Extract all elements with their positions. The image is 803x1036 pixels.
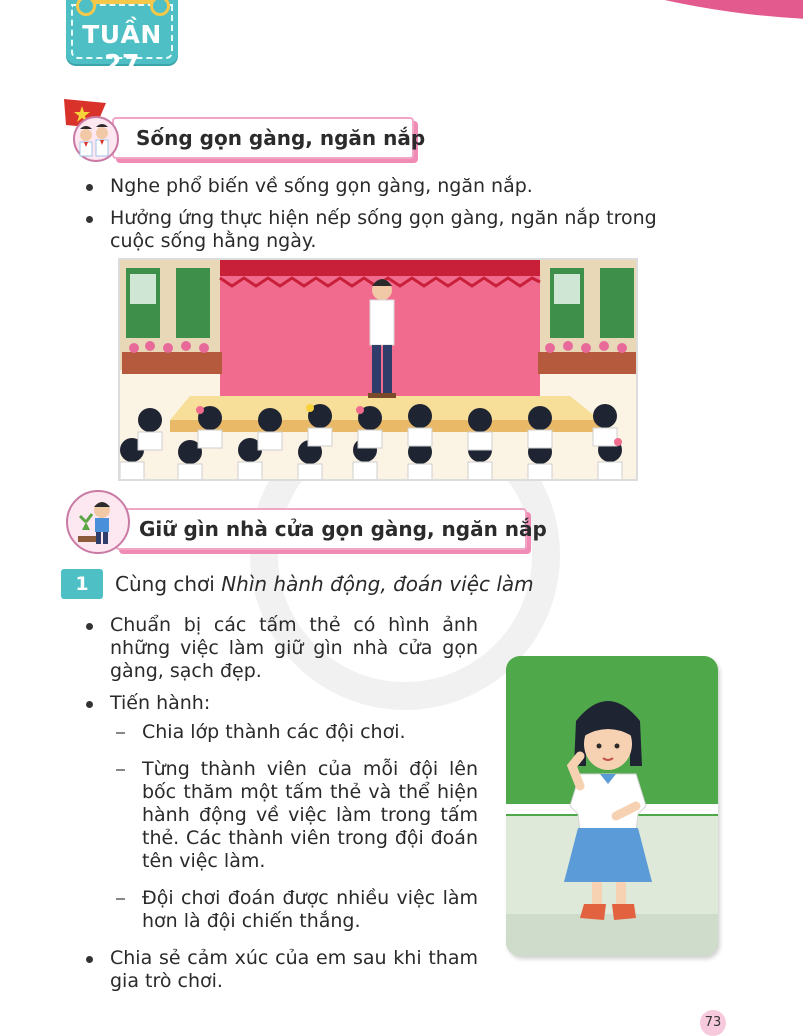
page-number: 73 <box>700 1010 726 1036</box>
week-tag <box>66 0 178 78</box>
bullet-item-proceed <box>80 692 478 933</box>
proceed-label: Tiến hành: <box>110 692 211 714</box>
section-1-banner <box>112 117 426 159</box>
section-2-title: Giữ gìn nhà cửa gọn gàng, ngăn nắp <box>139 517 547 541</box>
section-1-bullets <box>80 175 660 262</box>
bullet-item: Nghe phổ biến về sống gọn gàng, ngăn nắp. <box>80 175 660 198</box>
stage-illustration <box>118 258 638 481</box>
steps-list <box>110 721 478 933</box>
step-item: Chia lớp thành các đội chơi. <box>110 721 478 744</box>
activity-game-name: Nhìn hành động, đoán việc làm <box>221 572 534 596</box>
section-1-title: Sống gọn gàng, ngăn nắp <box>136 126 426 150</box>
step-item: Từng thành viên của mỗi đội lên bốc thăm một tấm thẻ và thể hiện hành động về việc làm trong tấm thẻ. Các thành viên trong đội đoán tên việc làm. <box>110 758 478 873</box>
girl-acting-illustration <box>506 656 718 956</box>
activity-title <box>115 572 534 596</box>
bullet-item: Hưởng ứng thực hiện nếp sống gọn gàng, ngăn nắp trong cuộc sống hằng ngày. <box>80 207 660 253</box>
step-item: Đội chơi đoán được nhiều việc làm hơn là đội chiến thắng. <box>110 887 478 933</box>
bullet-item: Chuẩn bị các tấm thẻ có hình ảnh những việc làm giữ gìn nhà cửa gọn gàng, sạch đẹp. <box>80 614 478 683</box>
section-2-banner <box>115 508 547 550</box>
bullet-item: Chia sẻ cảm xúc của em sau khi tham gia trò chơi. <box>80 947 478 993</box>
activity-bullets <box>80 614 478 1002</box>
week-title: TUẦN 27 <box>82 20 162 78</box>
activity-number-badge: 1 <box>61 569 103 599</box>
flag-salute-icon <box>60 95 132 163</box>
boy-planting-icon <box>66 490 130 554</box>
activity-title-prefix: Cùng chơi <box>115 572 222 596</box>
